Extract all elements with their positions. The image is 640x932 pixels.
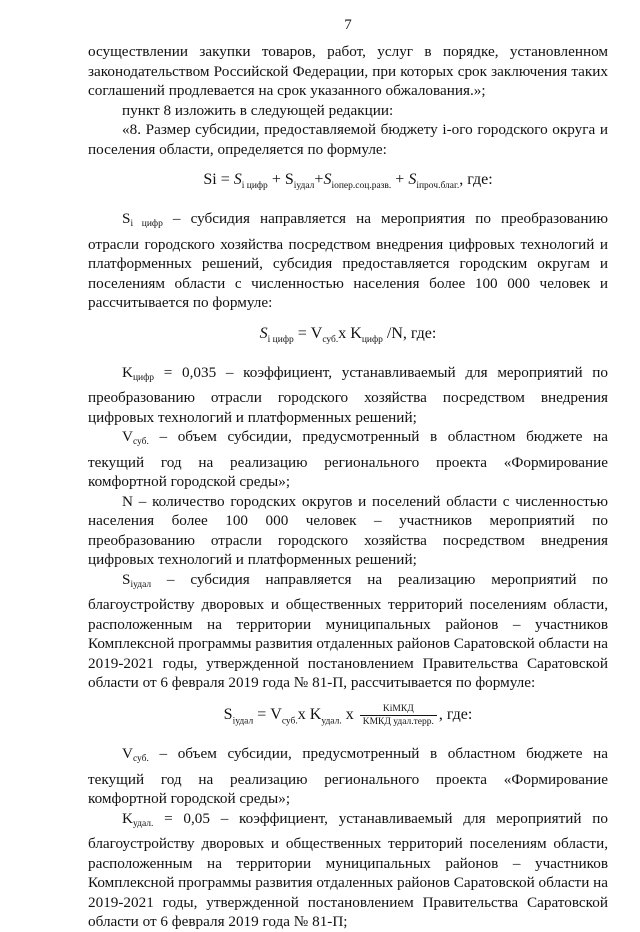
formula-operator: x K (338, 324, 362, 342)
paragraph-amendment: пункт 8 изложить в следующей редакции: (122, 101, 394, 119)
formula-operator: = V (293, 324, 323, 342)
term-subscript: суб. (132, 437, 149, 448)
paragraph-continuation: осуществлении закупки товаров, работ, услуг в порядке, установленном законодательством Российской Федерации, при которых срок заключения таких соглашений продлевается на срок указанного обжалования.»; (88, 43, 608, 99)
formula-operator: + (314, 171, 324, 188)
fraction-denominator (360, 716, 437, 728)
document-page (88, 14, 608, 932)
term-symbol: V (122, 428, 133, 446)
term-definition: = 0,05 – коэффициент, устанавливаемый для мероприятий по благоустройству дворовых и общественных территорий поселениям области, расположенным на территории муниципальных районов – участников Комплексной программы развития отдаленных районов Саратовской области на 2019-2021 годы, утвержденной постановлением Правительства Саратовской области от 6 февраля 2019 года № 81-П; (88, 809, 608, 931)
formula-term: S (233, 171, 242, 188)
formula-operator: x K (297, 706, 322, 724)
formula-subscript: суб. (281, 716, 298, 727)
formula-operator: = V (253, 706, 282, 724)
term-symbol: S (122, 210, 131, 228)
formula-term: S (223, 706, 233, 724)
term-symbol: V (122, 745, 133, 763)
denominator-symbol: K (362, 716, 370, 727)
denominator-subscript: МКД удал.терр. (369, 716, 434, 727)
paragraph-k-digital (88, 363, 608, 428)
numerator-subscript: МКД (392, 703, 414, 714)
paragraph-k-remote (88, 809, 608, 932)
formula-tail: , где: (459, 171, 493, 188)
page-number: 7 (344, 17, 352, 33)
formula-term: S (323, 171, 332, 188)
term-definition: = 0,035 – коэффициент, устанавливаемый для мероприятий по преобразованию отрасли городского хозяйства посредством внедрения цифровых технологий и платформенных решений; (88, 363, 608, 426)
paragraph-remote-subsidy (88, 570, 608, 693)
paragraph-digital-subsidy (88, 209, 608, 313)
formula-term: S (284, 171, 294, 188)
formula-operator: + (391, 171, 409, 188)
formula-fraction (360, 703, 437, 728)
term-subscript: цифр (132, 372, 155, 383)
paragraph-v-subsidy-2 (88, 744, 608, 809)
formula-subscript: iопер.соц.разв. (331, 181, 392, 192)
formula-term: S (259, 324, 268, 342)
term-definition: – объем субсидии, предусмотренный в областном бюджете на текущий год на реализацию регионального проекта «Формирование комфортной городской среды»; (88, 428, 608, 491)
term-definition: – субсидия направляется на мероприятия по преобразованию отрасли городского хозяйства посредством внедрения цифровых технологий и платформенных решений, субсидия предоставляется городским округам и поселениям области с численностью населения более 100 000 человек и рассчитывается по формуле: (88, 210, 608, 312)
formula-term: S (408, 171, 417, 188)
fraction-numerator (360, 703, 437, 716)
formula-subscript: iудал (232, 716, 254, 727)
paragraph-point-8: «8. Размер субсидии, предоставляемой бюджету i-ого городского округа и поселения области, определяется по формуле: (88, 121, 608, 158)
term-symbol: K (122, 809, 133, 827)
formula-subscript: iудал (293, 181, 315, 192)
numerator-symbol: Ki (382, 703, 393, 714)
formula-tail: , где: (438, 706, 473, 724)
term-subscript: суб. (132, 754, 149, 765)
paragraph-n-count: N – количество городских округов и поселений области с численностью населения более 100 000 человек – участников мероприятий по преобразованию отрасли городского хозяйства посредством внедрения цифровых технологий и платформенных решений; (88, 492, 608, 569)
term-symbol: S (122, 570, 131, 588)
formula-subscript: i цифр (267, 334, 294, 345)
formula-subscript: цифр (361, 334, 383, 345)
formula-subscript: iпроч.благ. (416, 181, 460, 192)
formula-operator: + (267, 171, 285, 188)
formula-operator: x (341, 706, 358, 724)
term-symbol: K (122, 363, 133, 381)
formula-lhs: Si = (203, 171, 234, 188)
formula-tail: /N, где: (382, 324, 437, 342)
term-subscript: iудал (130, 579, 152, 590)
paragraph-v-subsidy (88, 427, 608, 492)
formula-total-subsidy (88, 169, 608, 197)
formula-subscript: удал. (321, 716, 342, 727)
term-subscript: i цифр (130, 219, 163, 230)
term-definition: – субсидия направляется на реализацию мероприятий по благоустройству дворовых и общественных территорий поселениям области, расположенным на территории муниципальных районов – участников Комплексной программы развития отдаленных районов Саратовской области на 2019-2021 годы, утвержденной постановлением Правительства Саратовской области от 6 февраля 2019 года № 81-П, рассчитывается по формуле: (88, 570, 608, 692)
formula-digital-subsidy (88, 323, 608, 351)
formula-remote-subsidy (88, 703, 608, 732)
formula-subscript: i цифр (241, 181, 268, 192)
formula-subscript: суб. (322, 334, 339, 345)
term-subscript: удал. (132, 818, 154, 829)
term-definition: – объем субсидии, предусмотренный в областном бюджете на текущий год на реализацию регионального проекта «Формирование комфортной городской среды»; (88, 745, 608, 808)
